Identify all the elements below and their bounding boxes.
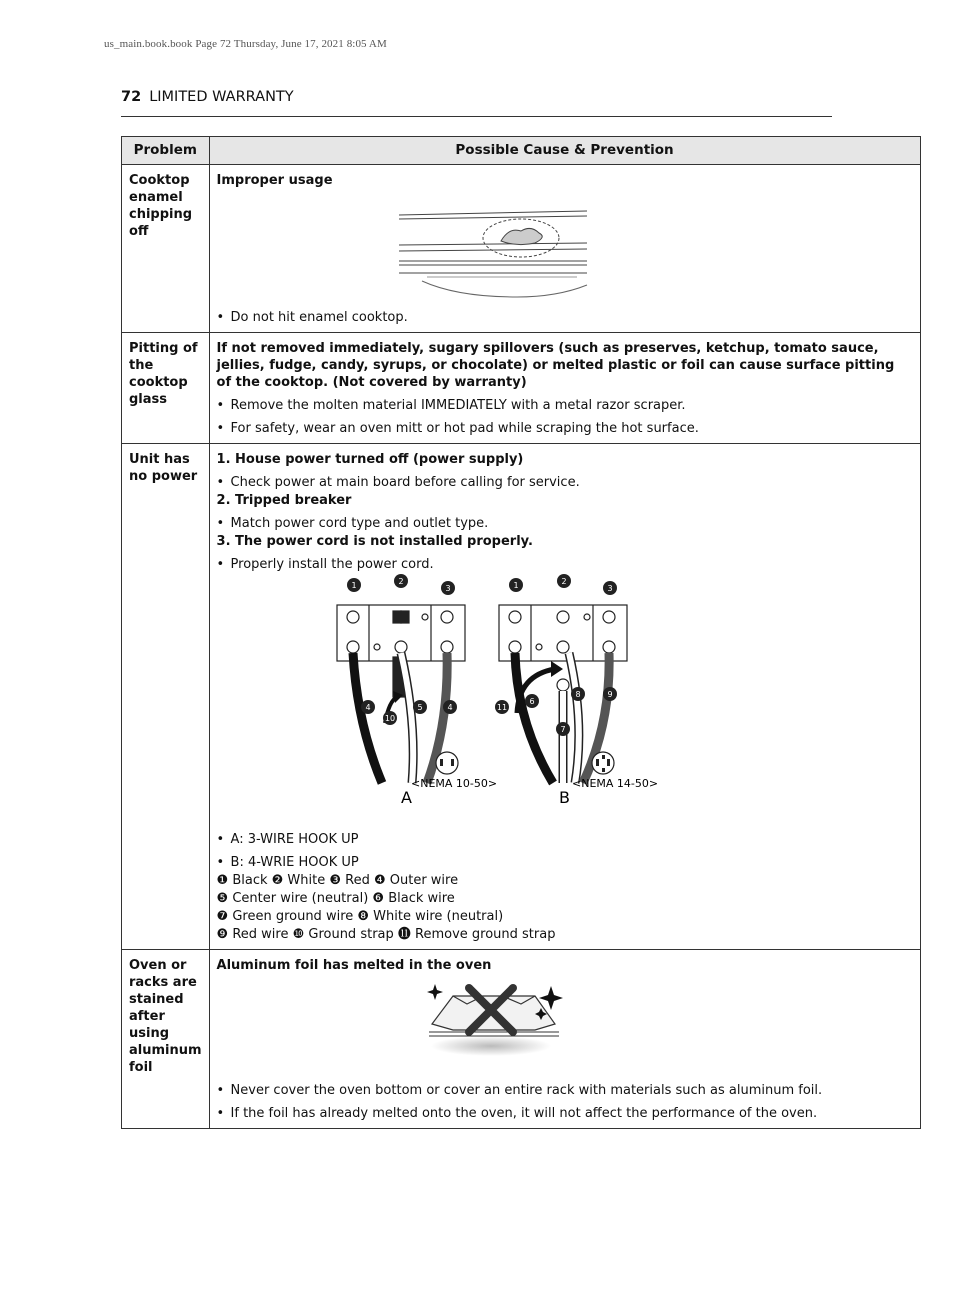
svg-text:3: 3 xyxy=(444,584,451,593)
legend-line: ❼ Green ground wire ❽ White wire (neutral) xyxy=(216,909,504,924)
problem-cell: Cooktop enamel chipping off xyxy=(122,165,210,333)
cause-cell xyxy=(209,165,920,333)
svg-text:1: 1 xyxy=(512,581,519,590)
svg-text:8: 8 xyxy=(574,690,581,699)
step-title: 1. House power turned off (power supply) xyxy=(216,452,524,467)
cause-title: Aluminum foil has melted in the oven xyxy=(216,958,492,973)
list-item: • Remove the molten material IMMEDIATELY with a metal razor scraper. xyxy=(217,397,913,414)
cause-title: If not removed immediately, sugary spillovers (such as preserves, ketchup, tomato sauce, jellies, fudge, candy, syrups, or chocolate) or melted plastic or foil can cause surface pitting of the cooktop. (Not covered by warranty) xyxy=(216,341,895,390)
legend-line: ❶ Black ❷ White ❸ Red ❹ Outer wire xyxy=(216,873,459,888)
cause-cell xyxy=(209,333,920,444)
print-timestamp: us_main.book.book Page 72 Thursday, June 17, 2021 8:05 AM xyxy=(104,38,387,50)
diagram-label-a: A xyxy=(400,788,412,807)
page-number: 72 xyxy=(121,89,142,105)
svg-text:4: 4 xyxy=(364,703,371,712)
page-header xyxy=(121,89,832,117)
svg-text:7: 7 xyxy=(559,725,566,734)
list-item: • B: 4-WRIE HOOK UP xyxy=(217,854,913,871)
svg-text:6: 6 xyxy=(528,697,535,706)
nema-a-label: <NEMA 10-50> xyxy=(410,777,497,790)
column-header-cause: Possible Cause & Prevention xyxy=(209,137,920,165)
svg-text:2: 2 xyxy=(397,577,404,586)
problem-cell: Pitting of the cooktop glass xyxy=(122,333,210,444)
outlet-a-icon xyxy=(436,752,458,774)
cause-title: Improper usage xyxy=(216,173,333,188)
svg-text:3: 3 xyxy=(606,584,613,593)
diagram-label-b: B xyxy=(558,788,570,807)
list-item: • If the foil has already melted onto the oven, it will not affect the performance of the oven. xyxy=(217,1105,913,1122)
list-item: • Check power at main board before calling for service. xyxy=(217,474,913,491)
section-title: LIMITED WARRANTY xyxy=(149,89,294,105)
svg-text:1: 1 xyxy=(350,581,357,590)
svg-text:10: 10 xyxy=(384,714,395,723)
nema-b-label: <NEMA 14-50> xyxy=(571,777,658,790)
svg-text:2: 2 xyxy=(560,577,567,586)
table-row xyxy=(122,444,921,950)
wire-black-a xyxy=(353,653,382,783)
legend-line: ❾ Red wire ❿ Ground strap ⓫ Remove ground strap xyxy=(216,927,556,942)
cause-cell xyxy=(209,950,920,1129)
list-item: • A: 3-WIRE HOOK UP xyxy=(217,831,913,848)
troubleshooting-table xyxy=(121,136,921,1129)
column-header-problem: Problem xyxy=(122,137,210,165)
problem-cell: Unit has no power xyxy=(122,444,210,950)
svg-text:4: 4 xyxy=(446,703,453,712)
power-cord-wiring-diagram xyxy=(217,573,913,825)
list-item: • For safety, wear an oven mitt or hot pad while scraping the hot surface. xyxy=(217,420,913,437)
enamel-chip-illustration xyxy=(217,189,913,303)
list-item: • Never cover the oven bottom or cover an entire rack with materials such as aluminum foil. xyxy=(217,1082,913,1099)
legend-line: ❺ Center wire (neutral) ❻ Black wire xyxy=(216,891,455,906)
step-title: 2. Tripped breaker xyxy=(216,493,352,508)
list-item: • Match power cord type and outlet type. xyxy=(217,515,913,532)
foil-in-oven-illustration xyxy=(217,974,913,1076)
svg-text:5: 5 xyxy=(416,703,423,712)
table-row xyxy=(122,165,921,333)
svg-text:9: 9 xyxy=(606,690,613,699)
table-row xyxy=(122,333,921,444)
step-title: 3. The power cord is not installed properly. xyxy=(216,534,533,549)
problem-cell: Oven or racks are stained after using aluminum foil xyxy=(122,950,210,1129)
table-row xyxy=(122,950,921,1129)
table-header-row xyxy=(122,137,921,165)
list-item: • Properly install the power cord. xyxy=(217,556,913,573)
list-item: • Do not hit enamel cooktop. xyxy=(217,309,913,326)
svg-text:11: 11 xyxy=(496,703,507,712)
cause-cell xyxy=(209,444,920,950)
